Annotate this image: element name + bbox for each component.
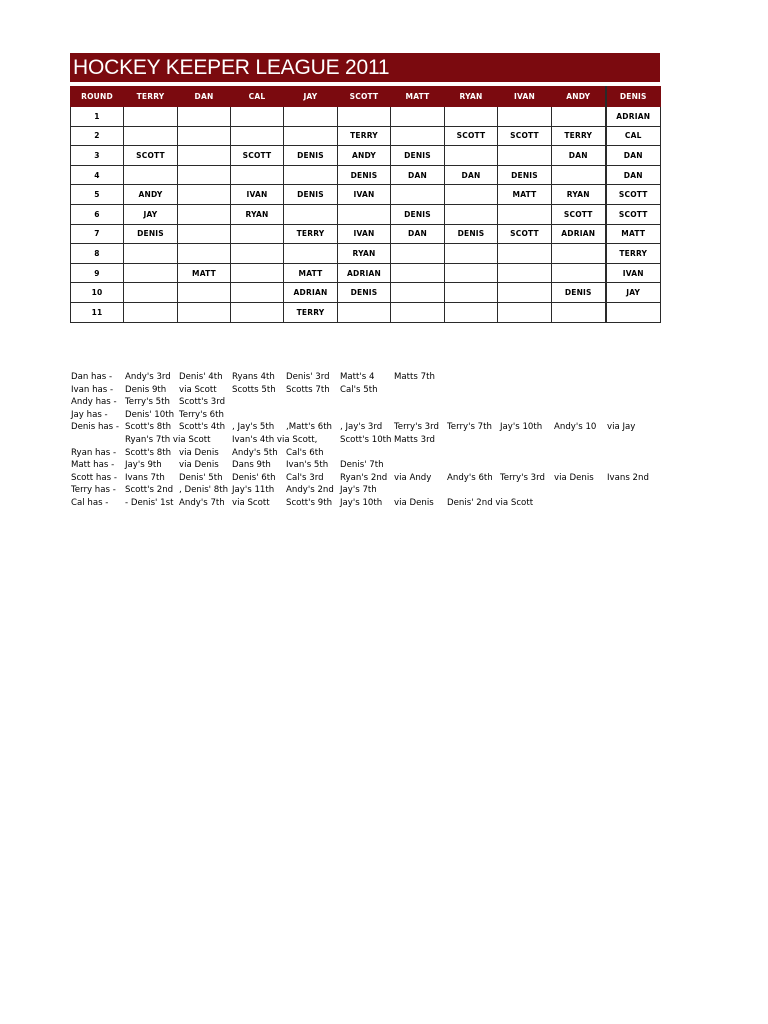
round-number: 10 xyxy=(71,283,124,303)
note-entry: Ivan's 4th via Scott, xyxy=(232,434,318,445)
pick-cell: ANDY xyxy=(124,185,178,205)
pick-cell: SCOTT xyxy=(231,146,284,166)
note-entry: Ivans 2nd xyxy=(607,472,649,483)
note-owner: Ivan has - xyxy=(71,384,114,395)
pick-cell xyxy=(445,204,498,224)
pick-cell xyxy=(178,185,231,205)
pick-cell: DAN xyxy=(606,165,661,185)
pick-cell: DENIS xyxy=(284,146,338,166)
note-entry: via Scott xyxy=(179,384,217,395)
note-entry: via Scott xyxy=(232,497,270,508)
table-row xyxy=(71,263,661,283)
pick-cell: SCOTT xyxy=(124,146,178,166)
pick-cell xyxy=(284,165,338,185)
pick-cell xyxy=(552,107,606,127)
pick-cell xyxy=(178,302,231,322)
column-header-cal: CAL xyxy=(231,87,284,107)
pick-cell xyxy=(391,107,445,127)
note-entry: Scotts 5th xyxy=(232,384,276,395)
note-entry: Scott's 2nd xyxy=(125,485,174,496)
table-row xyxy=(71,126,661,146)
table-row xyxy=(71,224,661,244)
note-entry: Terry's 6th xyxy=(179,409,224,420)
pick-cell: IVAN xyxy=(338,224,391,244)
pick-cell xyxy=(284,204,338,224)
pick-cell: SCOTT xyxy=(552,204,606,224)
pick-cell xyxy=(391,302,445,322)
note-line xyxy=(71,485,671,498)
note-entry: Jay's 10th xyxy=(500,422,543,433)
pick-cell xyxy=(231,126,284,146)
note-entry: Matts 3rd xyxy=(394,434,435,445)
note-line xyxy=(71,435,671,448)
pick-cell: SCOTT xyxy=(498,224,552,244)
note-line xyxy=(71,460,671,473)
round-number: 2 xyxy=(71,126,124,146)
pick-cell xyxy=(552,263,606,283)
pick-cell xyxy=(178,283,231,303)
note-entry: Terry's 5th xyxy=(125,397,170,408)
round-number: 6 xyxy=(71,204,124,224)
round-number: 9 xyxy=(71,263,124,283)
pick-cell: TERRY xyxy=(606,244,661,264)
pick-cell xyxy=(284,126,338,146)
note-entry: Andy's 5th xyxy=(232,447,278,458)
pick-cell: IVAN xyxy=(606,263,661,283)
round-number: 1 xyxy=(71,107,124,127)
note-entry: Denis' 3rd xyxy=(286,372,330,382)
table-row xyxy=(71,165,661,185)
column-header-andy: ANDY xyxy=(552,87,606,107)
pick-cell xyxy=(498,204,552,224)
pick-cell xyxy=(231,263,284,283)
note-line xyxy=(71,498,671,511)
pick-cell xyxy=(391,185,445,205)
note-entry: Denis' 5th xyxy=(179,472,223,483)
pick-cell xyxy=(391,244,445,264)
pick-cell xyxy=(124,263,178,283)
note-entry: Cal's 3rd xyxy=(286,472,324,483)
round-number: 4 xyxy=(71,165,124,185)
column-header-dan: DAN xyxy=(178,87,231,107)
note-owner: Scott has - xyxy=(71,472,117,483)
pick-cell xyxy=(178,244,231,264)
pick-cell: ADRIAN xyxy=(552,224,606,244)
pick-cell xyxy=(445,146,498,166)
table-row xyxy=(71,185,661,205)
pick-cell: TERRY xyxy=(552,126,606,146)
pick-cell xyxy=(498,244,552,264)
note-entry: - Denis' 1st xyxy=(125,497,174,508)
pick-cell: ADRIAN xyxy=(284,283,338,303)
table-row xyxy=(71,107,661,127)
note-entry: Ivan's 5th xyxy=(286,460,329,471)
note-entry: Jay's 11th xyxy=(232,485,275,496)
pick-cell xyxy=(445,263,498,283)
pick-cell: DENIS xyxy=(445,224,498,244)
note-entry: Ryan's 2nd xyxy=(340,472,388,483)
pick-cell xyxy=(284,107,338,127)
note-owner: Ryan has - xyxy=(71,447,117,458)
note-entry: Jay's 9th xyxy=(125,460,162,471)
pick-cell xyxy=(338,302,391,322)
page-title: HOCKEY KEEPER LEAGUE 2011 xyxy=(70,53,660,82)
pick-cell: SCOTT xyxy=(606,185,661,205)
note-entry: Terry's 7th xyxy=(447,422,492,433)
pick-cell: ADRIAN xyxy=(338,263,391,283)
column-header-ryan: RYAN xyxy=(445,87,498,107)
note-entry: Scott's 8th xyxy=(125,447,172,458)
pick-cell: IVAN xyxy=(231,185,284,205)
note-entry: Matt's 4 xyxy=(340,372,375,382)
note-entry: via Denis xyxy=(179,447,219,458)
note-line xyxy=(71,372,671,385)
pick-cell: MATT xyxy=(498,185,552,205)
note-entry: Scott's 3rd xyxy=(179,397,226,408)
pick-cell: DENIS xyxy=(284,185,338,205)
note-entry: Jay's 7th xyxy=(340,485,377,496)
column-header-matt: MATT xyxy=(391,87,445,107)
note-entry: Scott's 9th xyxy=(286,497,333,508)
pick-cell: DAN xyxy=(552,146,606,166)
note-entry: , Jay's 5th xyxy=(232,422,275,433)
round-number: 11 xyxy=(71,302,124,322)
pick-cell xyxy=(498,146,552,166)
pick-cell xyxy=(124,165,178,185)
note-line xyxy=(71,397,671,410)
pick-cell: ADRIAN xyxy=(606,107,661,127)
pick-cell xyxy=(391,263,445,283)
pick-cell xyxy=(552,165,606,185)
pick-cell xyxy=(606,302,661,322)
note-entry: Terry's 3rd xyxy=(394,422,439,433)
pick-cell xyxy=(498,107,552,127)
note-entry: Denis' 4th xyxy=(179,372,223,382)
pick-cell xyxy=(178,146,231,166)
pick-cell xyxy=(552,302,606,322)
trade-notes xyxy=(71,372,671,511)
pick-cell xyxy=(338,204,391,224)
pick-cell: SCOTT xyxy=(498,126,552,146)
note-entry: Terry's 3rd xyxy=(500,472,545,483)
pick-cell: TERRY xyxy=(284,302,338,322)
pick-cell xyxy=(391,126,445,146)
table-row xyxy=(71,302,661,322)
pick-cell xyxy=(124,126,178,146)
note-entry: Andy's 3rd xyxy=(125,372,171,382)
pick-cell xyxy=(391,283,445,303)
note-entry: Cal's 5th xyxy=(340,384,378,395)
note-line xyxy=(71,422,671,435)
pick-cell xyxy=(284,244,338,264)
note-entry: via Andy xyxy=(394,472,432,483)
column-header-denis: DENIS xyxy=(606,87,661,107)
note-entry: via Denis xyxy=(554,472,594,483)
note-entry: Ivans 7th xyxy=(125,472,165,483)
pick-cell: DENIS xyxy=(338,283,391,303)
column-header-jay: JAY xyxy=(284,87,338,107)
pick-cell: TERRY xyxy=(284,224,338,244)
pick-cell: DENIS xyxy=(552,283,606,303)
note-entry: via Denis xyxy=(394,497,434,508)
table-row xyxy=(71,146,661,166)
pick-cell: DENIS xyxy=(391,204,445,224)
note-owner: Denis has - xyxy=(71,422,119,433)
pick-cell: DAN xyxy=(606,146,661,166)
pick-cell: DENIS xyxy=(391,146,445,166)
pick-cell xyxy=(445,244,498,264)
pick-cell: TERRY xyxy=(338,126,391,146)
pick-cell xyxy=(124,107,178,127)
note-owner: Dan has - xyxy=(71,372,113,382)
note-entry: ,Matt's 6th xyxy=(286,422,333,433)
pick-cell xyxy=(231,224,284,244)
pick-cell xyxy=(231,165,284,185)
pick-cell: DAN xyxy=(445,165,498,185)
note-entry: Denis' 2nd via Scott xyxy=(447,497,534,508)
pick-cell xyxy=(178,224,231,244)
pick-cell: JAY xyxy=(606,283,661,303)
pick-cell xyxy=(178,165,231,185)
note-entry: Denis 9th xyxy=(125,384,167,395)
pick-cell: MATT xyxy=(178,263,231,283)
pick-cell xyxy=(124,283,178,303)
column-header-round: ROUND xyxy=(71,87,124,107)
note-entry: , Jay's 3rd xyxy=(340,422,383,433)
note-entry: Denis' 6th xyxy=(232,472,276,483)
note-entry: Scott's 10th xyxy=(340,434,392,445)
pick-cell: RYAN xyxy=(338,244,391,264)
pick-cell: MATT xyxy=(284,263,338,283)
round-number: 5 xyxy=(71,185,124,205)
note-line xyxy=(71,410,671,423)
pick-cell: DENIS xyxy=(124,224,178,244)
pick-cell: SCOTT xyxy=(606,204,661,224)
pick-cell xyxy=(445,185,498,205)
pick-cell xyxy=(498,263,552,283)
pick-cell: DAN xyxy=(391,224,445,244)
note-entry: Denis' 10th xyxy=(125,409,175,420)
note-entry: Matts 7th xyxy=(394,372,435,382)
note-entry: , Denis' 8th xyxy=(179,485,229,496)
note-line xyxy=(71,448,671,461)
pick-cell: DAN xyxy=(391,165,445,185)
pick-cell xyxy=(178,204,231,224)
pick-cell xyxy=(178,107,231,127)
note-entry: Andy's 2nd xyxy=(286,485,334,496)
note-owner: Terry has - xyxy=(71,485,116,496)
pick-cell xyxy=(552,244,606,264)
note-owner: Andy has - xyxy=(71,397,117,408)
pick-cell: IVAN xyxy=(338,185,391,205)
note-entry: via Denis xyxy=(179,460,219,471)
note-entry: Ryans 4th xyxy=(232,372,275,382)
table-row xyxy=(71,204,661,224)
note-entry: via Jay xyxy=(607,422,636,433)
pick-cell: CAL xyxy=(606,126,661,146)
note-entry: Denis' 7th xyxy=(340,460,384,471)
column-header-terry: TERRY xyxy=(124,87,178,107)
note-entry: Scotts 7th xyxy=(286,384,330,395)
round-number: 7 xyxy=(71,224,124,244)
note-entry: Andy's 7th xyxy=(179,497,225,508)
note-entry: Dans 9th xyxy=(232,460,271,471)
pick-cell xyxy=(231,107,284,127)
pick-cell xyxy=(338,107,391,127)
note-line xyxy=(71,473,671,486)
draft-table xyxy=(70,86,661,323)
pick-cell: DENIS xyxy=(498,165,552,185)
table-row xyxy=(71,283,661,303)
pick-cell: JAY xyxy=(124,204,178,224)
pick-cell xyxy=(498,302,552,322)
note-entry: Scott's 8th xyxy=(125,422,172,433)
round-number: 3 xyxy=(71,146,124,166)
note-entry: Jay's 10th xyxy=(340,497,383,508)
pick-cell: SCOTT xyxy=(445,126,498,146)
pick-cell xyxy=(231,244,284,264)
pick-cell xyxy=(445,283,498,303)
note-line xyxy=(71,385,671,398)
pick-cell xyxy=(498,283,552,303)
note-owner: Matt has - xyxy=(71,460,115,471)
note-entry: Cal's 6th xyxy=(286,447,324,458)
pick-cell xyxy=(124,302,178,322)
pick-cell: MATT xyxy=(606,224,661,244)
pick-cell xyxy=(231,302,284,322)
note-entry: Andy's 6th xyxy=(447,472,493,483)
pick-cell: ANDY xyxy=(338,146,391,166)
note-entry: Scott's 4th xyxy=(179,422,226,433)
round-number: 8 xyxy=(71,244,124,264)
column-header-scott: SCOTT xyxy=(338,87,391,107)
note-entry: Andy's 10 xyxy=(554,422,597,433)
pick-cell xyxy=(445,302,498,322)
note-owner: Jay has - xyxy=(71,409,108,420)
pick-cell: RYAN xyxy=(552,185,606,205)
table-header-row xyxy=(71,87,661,107)
pick-cell: DENIS xyxy=(338,165,391,185)
pick-cell xyxy=(124,244,178,264)
column-header-ivan: IVAN xyxy=(498,87,552,107)
pick-cell xyxy=(178,126,231,146)
note-entry: Ryan's 7th via Scott xyxy=(125,434,211,445)
pick-cell xyxy=(231,283,284,303)
pick-cell xyxy=(445,107,498,127)
table-row xyxy=(71,244,661,264)
note-owner: Cal has - xyxy=(71,497,109,508)
pick-cell: RYAN xyxy=(231,204,284,224)
